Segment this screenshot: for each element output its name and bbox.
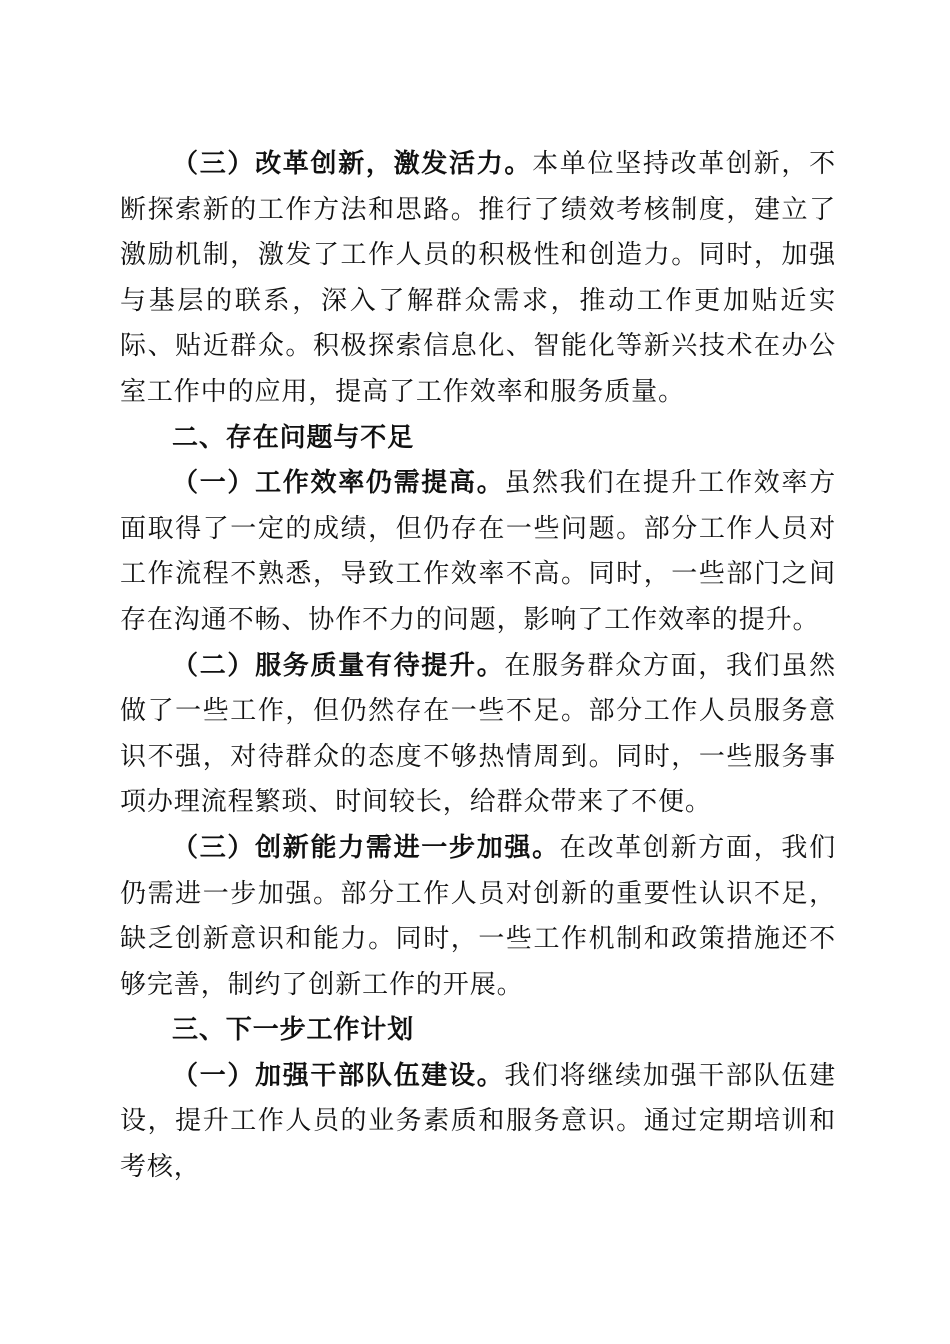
section-heading-problems: 二、存在问题与不足 <box>172 422 415 453</box>
paragraph-efficiency <box>120 461 836 643</box>
paragraph-lead: （二）服务质量有待提升。 <box>172 650 505 681</box>
document-body <box>120 142 836 1191</box>
paragraph-text: 在服务群众方面，我们虽然做了一些工作，但仍然存在一些不足。部分工作人员服务意识不强，对待群众的态度不够热情周到。同时，一些服务事项办理流程繁琐、时间较长，给群众带来了不便。 <box>120 650 836 818</box>
paragraph-lead: （一）加强干部队伍建设。 <box>172 1060 505 1091</box>
paragraph-reform-innovation <box>120 142 836 416</box>
paragraph-lead: （一）工作效率仍需提高。 <box>172 468 505 499</box>
paragraph-text: 本单位坚持改革创新，不断探索新的工作方法和思路。推行了绩效考核制度，建立了激励机制，激发了工作人员的积极性和创造力。同时，加强与基层的联系，深入了解群众需求，推动工作更加贴近实际、贴近群众。积极探索信息化、智能化等新兴技术在办公室工作中的应用，提高了工作效率和服务质量。 <box>120 149 837 407</box>
paragraph-lead: （三）改革创新，激发活力。 <box>172 149 533 179</box>
paragraph-service-quality <box>120 644 836 826</box>
section-heading-next-plan: 三、下一步工作计划 <box>172 1015 415 1046</box>
paragraph-cadre-team <box>120 1054 836 1191</box>
paragraph-text: 虽然我们在提升工作效率方面取得了一定的成绩，但仍存在一些问题。部分工作人员对工作流程不熟悉，导致工作效率不高。同时，一些部门之间存在沟通不畅、协作不力的问题，影响了工作效率的提升。 <box>120 468 836 635</box>
paragraph-lead: （三）创新能力需进一步加强。 <box>172 832 560 863</box>
paragraph-text: 在改革创新方面，我们仍需进一步加强。部分工作人员对创新的重要性认识不足，缺乏创新意识和能力。同时，一些工作机制和政策措施还不够完善，制约了创新工作的开展。 <box>120 832 836 1000</box>
paragraph-innovation-ability <box>120 826 836 1008</box>
paragraph-text: 我们将继续加强干部队伍建设，提升工作人员的业务素质和服务意识。通过定期培训和考核， <box>120 1060 836 1183</box>
